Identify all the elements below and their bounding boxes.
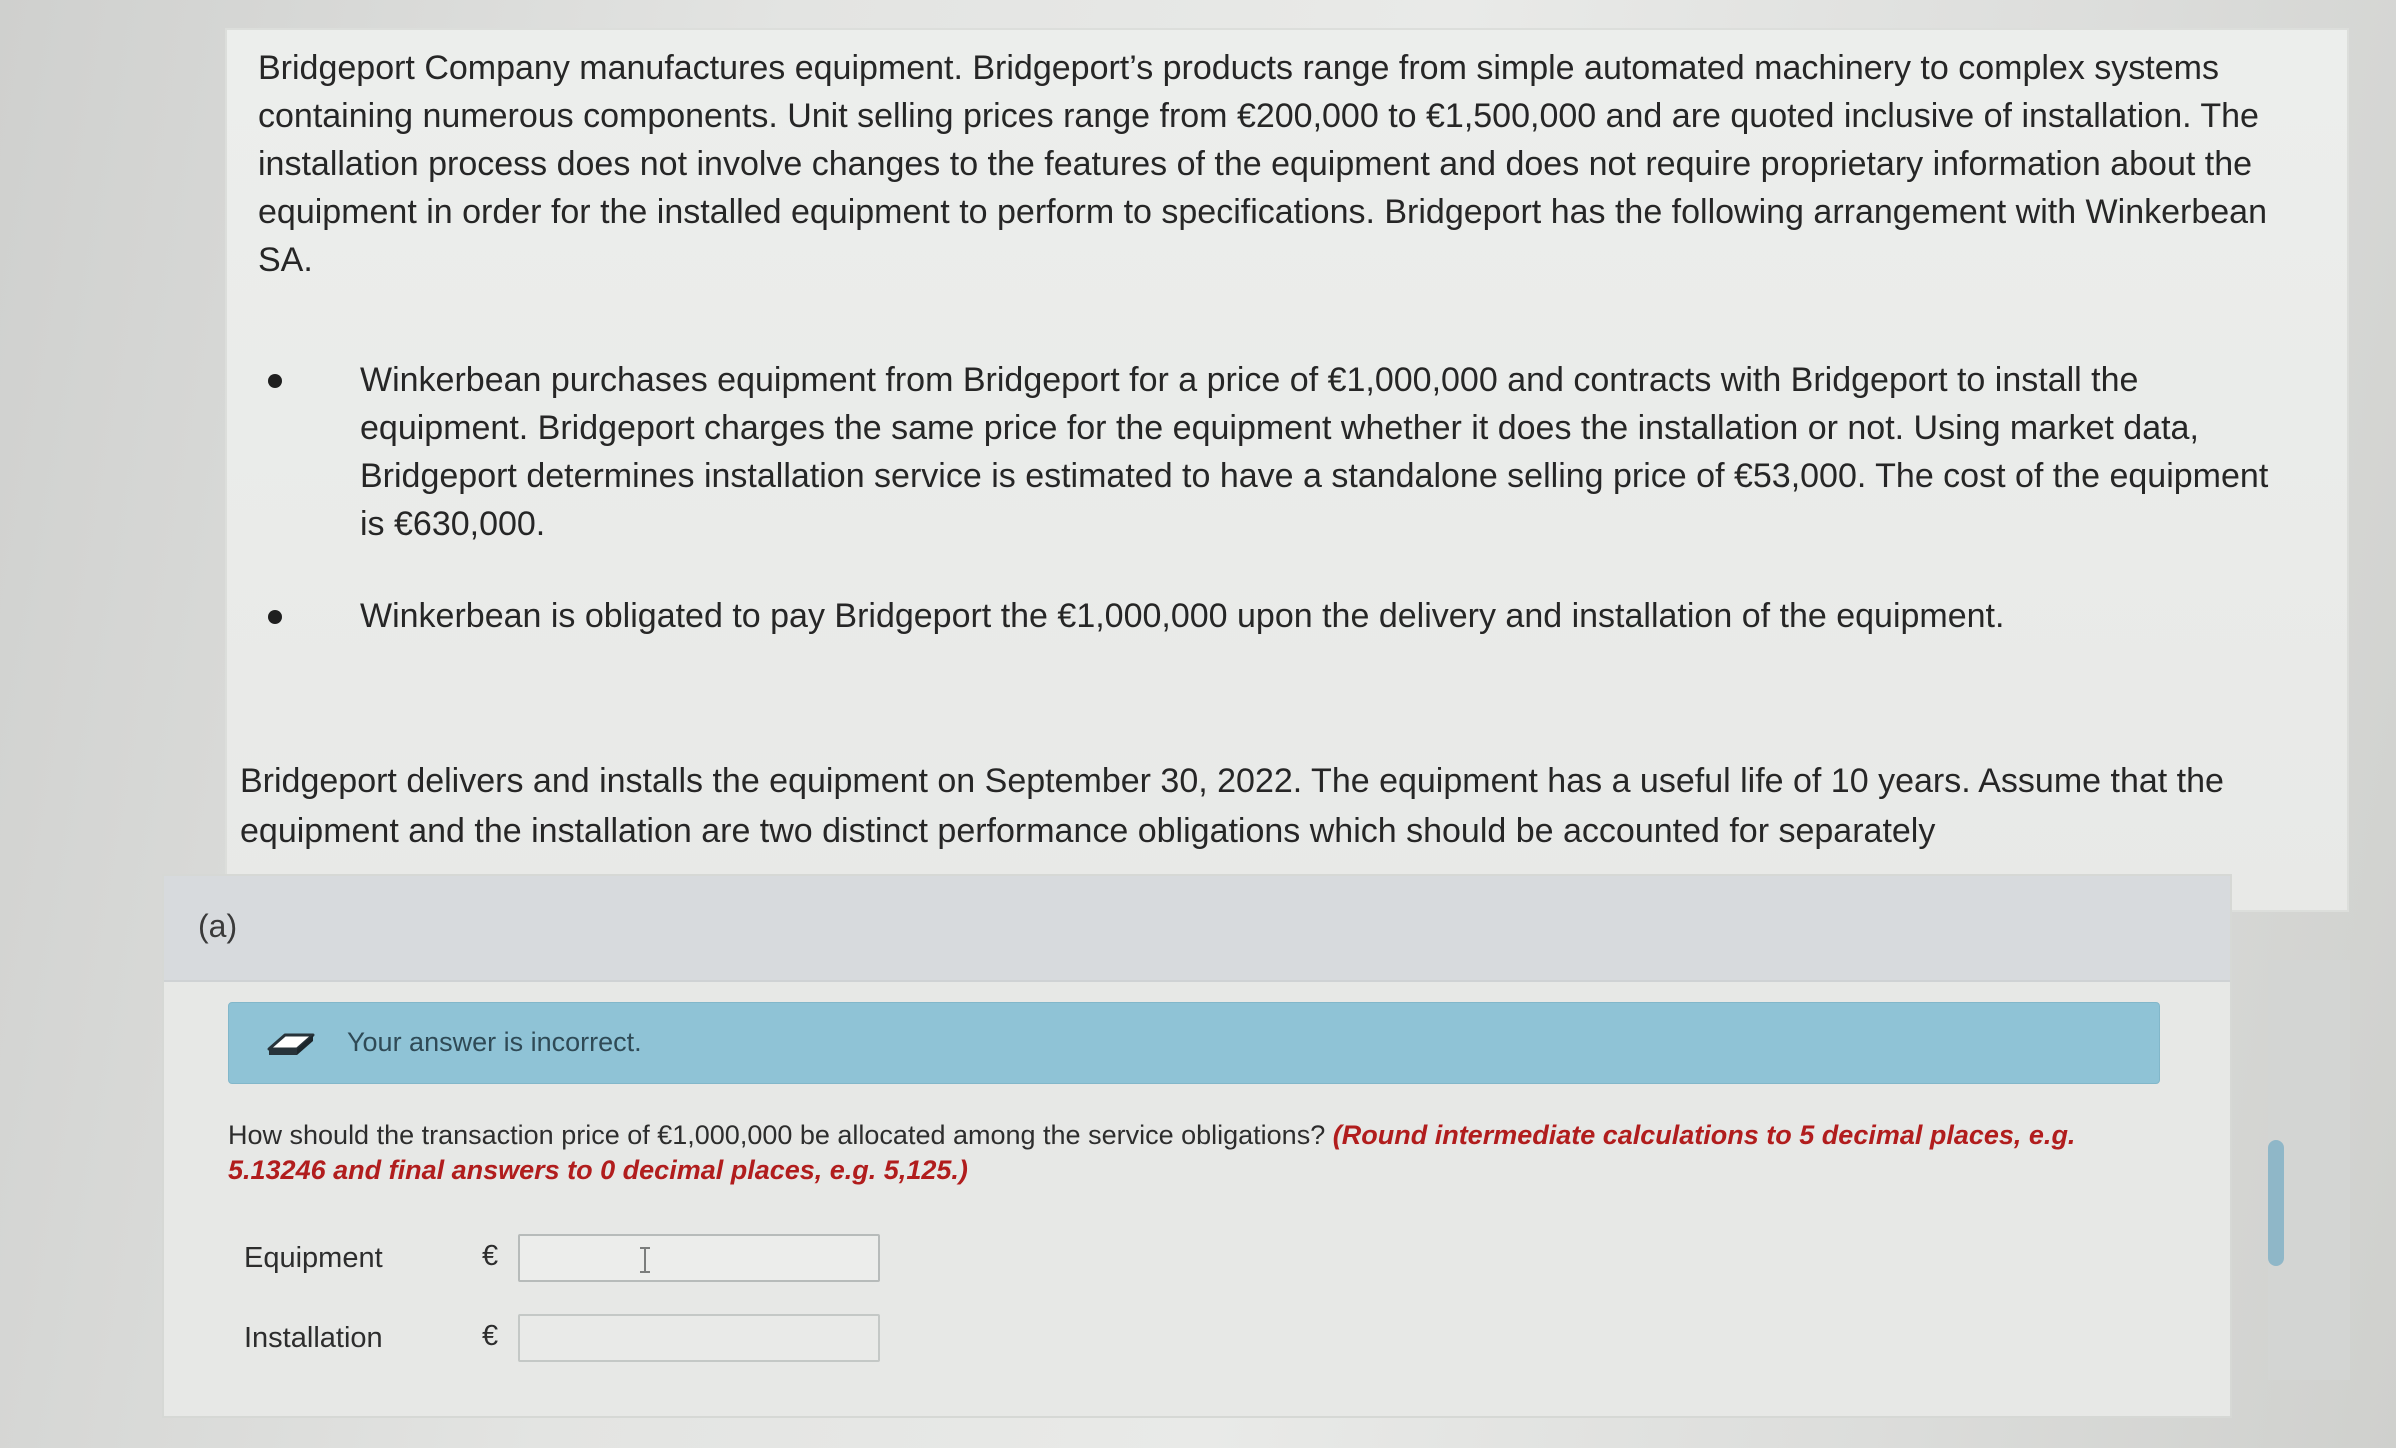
rounding-hint: (Round intermediate calculations to 5 decimal places, e.g. 5.13246 and final answers to 0 decimal places, e.g. 5,125.) bbox=[228, 1120, 2076, 1185]
installation-label: Installation bbox=[244, 1322, 383, 1354]
part-a-panel bbox=[162, 874, 2232, 1418]
bullet-dot bbox=[268, 610, 282, 624]
bullet-text: Winkerbean purchases equipment from Bridgeport for a price of €1,000,000 and contracts with Bridgeport to install the equipment. Bridgeport charges the same price for the equipment whether it does the installation or not. Using market data, Bridgeport determines installation service is estimated to have a standalone selling price of €53,000. The cost of the equipment is €630,000. bbox=[360, 361, 2269, 543]
equipment-label: Equipment bbox=[244, 1242, 383, 1274]
question-prompt bbox=[228, 1118, 2148, 1188]
installation-currency: € bbox=[482, 1320, 499, 1352]
bullet-dot bbox=[268, 374, 282, 388]
installation-amount-input[interactable] bbox=[518, 1314, 880, 1362]
pencil-eraser-icon bbox=[265, 1025, 317, 1064]
equipment-currency: € bbox=[482, 1240, 499, 1272]
feedback-text: Your answer is incorrect. bbox=[347, 1027, 642, 1057]
problem-outro: Bridgeport delivers and installs the equipment on September 30, 2022. The equipment has a useful life of 10 years. Assume that the equipment and the installation are two distinct performance obligations which should be accounted for separately bbox=[240, 762, 2224, 850]
part-header[interactable] bbox=[164, 876, 2230, 982]
feedback-banner bbox=[228, 1002, 2160, 1084]
text-cursor-icon bbox=[638, 1246, 652, 1274]
part-label: (a) bbox=[198, 908, 238, 944]
problem-intro: Bridgeport Company manufactures equipment. Bridgeport’s products range from simple automated machinery to complex systems containing numerous components. Unit selling prices range from €200,000 to €1,500,000 and are quoted inclusive of installation. The installation process does not involve changes to the features of the equipment and does not require proprietary information about the equipment in order for the installed equipment to perform to specifications. Bridgeport has the following arrangement with Winkerbean SA. bbox=[258, 49, 2267, 279]
scrollbar-thumb[interactable] bbox=[2268, 1140, 2284, 1266]
question-text: How should the transaction price of €1,000,000 be allocated among the service obligations? bbox=[228, 1120, 1326, 1150]
equipment-amount-input[interactable] bbox=[518, 1234, 880, 1282]
bullet-text: Winkerbean is obligated to pay Bridgeport the €1,000,000 upon the delivery and installation of the equipment. bbox=[360, 597, 2005, 635]
